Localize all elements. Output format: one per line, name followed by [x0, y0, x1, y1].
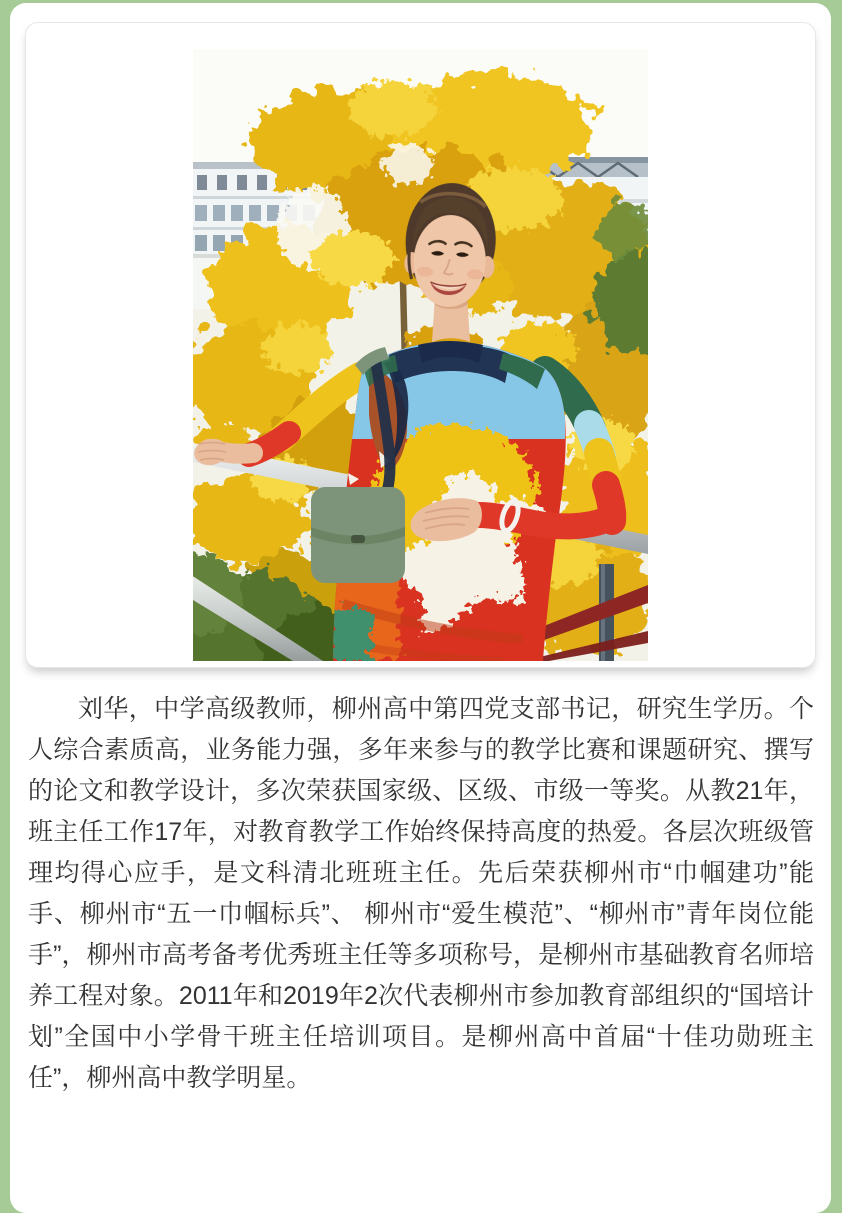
photo-frame — [25, 22, 816, 668]
content-card — [10, 3, 831, 1213]
teacher-portrait-photo — [193, 49, 648, 661]
bio-paragraph: 刘华，中学高级教师，柳州高中第四党支部书记，研究生学历。个人综合素质高，业务能力强，多年来参与的教学比赛和课题研究、撰写的论文和教学设计，多次荣获国家级、区级、市级一等奖。从教21年，班主任工作17年，对教育教学工作始终保持高度的热爱。各层次班级管理均得心应手，是文科清北班班主任。先后荣获柳州市“巾帼建功”能手、柳州市“五一巾帼标兵”、 柳州市“爱生模范”、“柳州市”青年岗位能手”，柳州市高考备考优秀班主任等多项称号，是柳州市基础教育名师培养工程对象。2011年和2019年2次代表柳州市参加教育部组织的“国培计划”全国中小学骨干班主任培训项目。是柳州高中首届“十佳功勋班主任”，柳州高中教学明星。 — [28, 695, 814, 1092]
shoulder-bag — [311, 487, 405, 583]
